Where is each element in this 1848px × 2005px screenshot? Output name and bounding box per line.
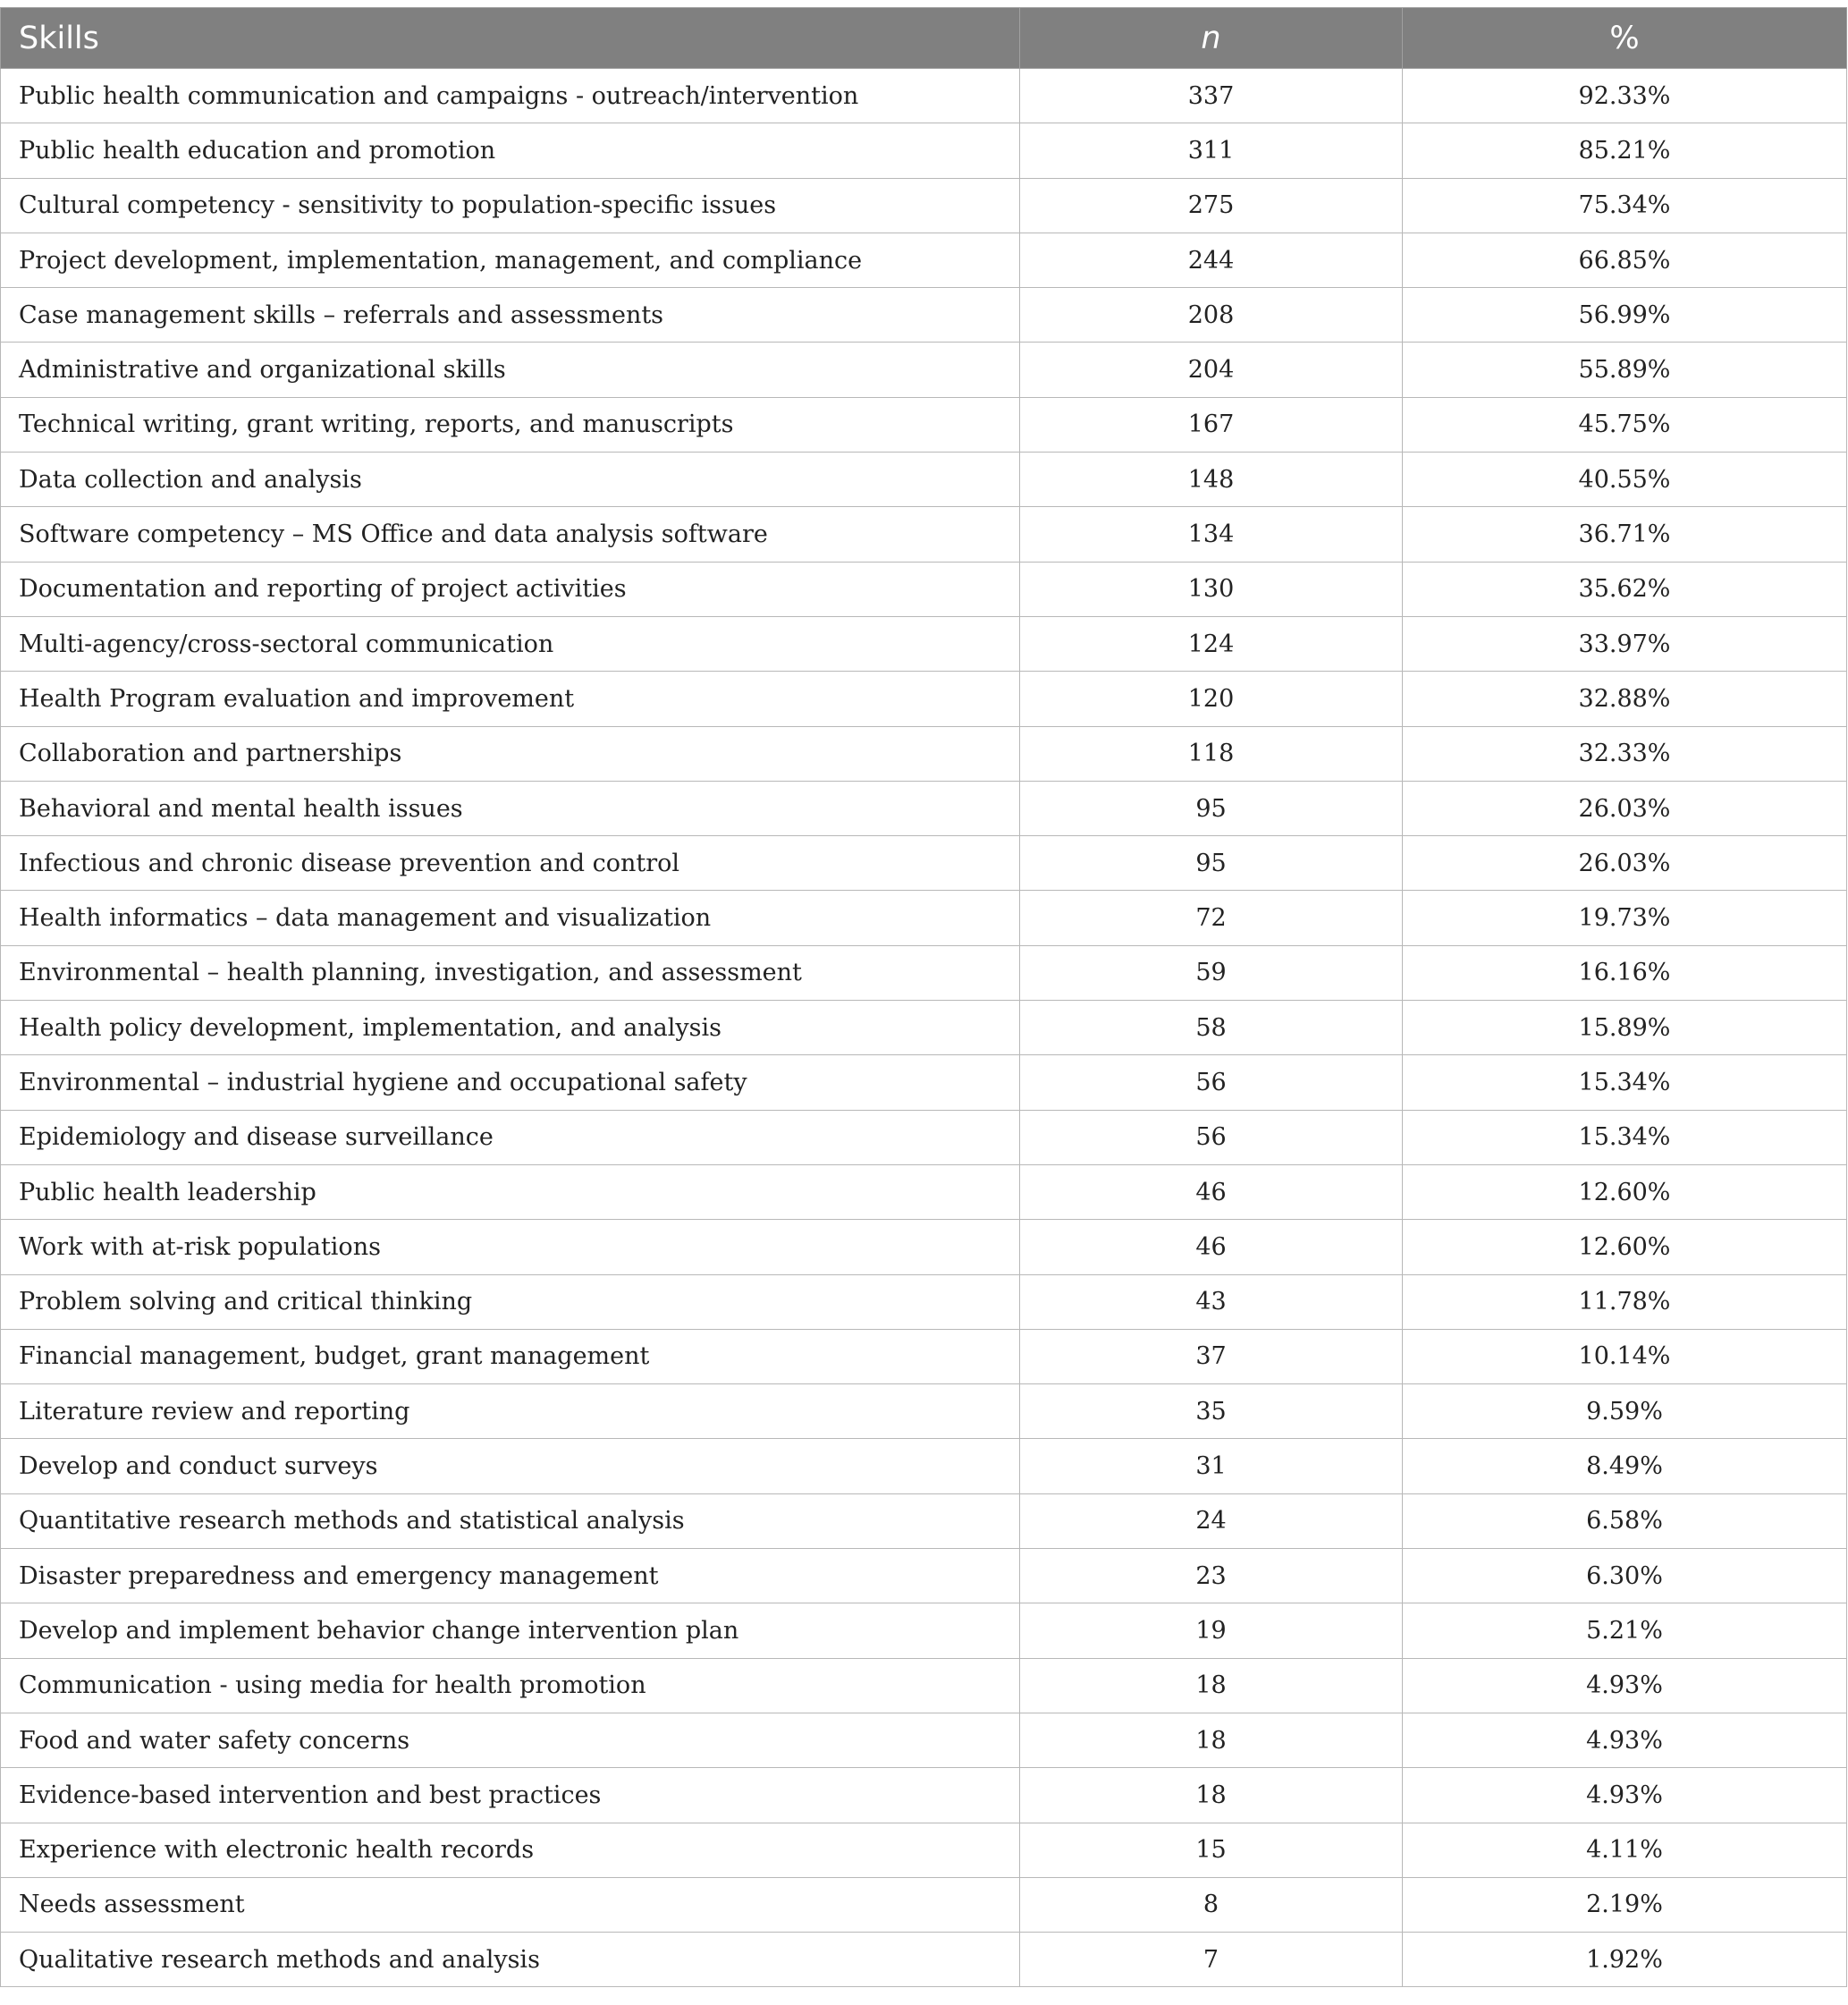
table-row bbox=[1, 1658, 1847, 1713]
column-header-percent: % bbox=[1403, 8, 1847, 69]
count-cell: 95 bbox=[1020, 781, 1403, 835]
table-row bbox=[1, 397, 1847, 452]
skill-cell: Experience with electronic health records bbox=[1, 1823, 1020, 1877]
skill-cell: Develop and conduct surveys bbox=[1, 1439, 1020, 1493]
table-row bbox=[1, 672, 1847, 726]
count-cell: 275 bbox=[1020, 178, 1403, 233]
count-cell: 167 bbox=[1020, 397, 1403, 452]
header-row bbox=[1, 8, 1847, 69]
percent-cell: 12.60% bbox=[1403, 1220, 1847, 1274]
skill-cell: Financial management, budget, grant management bbox=[1, 1329, 1020, 1383]
count-cell: 337 bbox=[1020, 69, 1403, 123]
skill-cell: Epidemiology and disease surveillance bbox=[1, 1110, 1020, 1164]
count-cell: 148 bbox=[1020, 453, 1403, 507]
table-row bbox=[1, 616, 1847, 671]
table-row bbox=[1, 945, 1847, 1000]
count-cell: 46 bbox=[1020, 1164, 1403, 1219]
skill-cell: Administrative and organizational skills bbox=[1, 343, 1020, 397]
count-cell: 24 bbox=[1020, 1493, 1403, 1548]
percent-cell: 12.60% bbox=[1403, 1164, 1847, 1219]
count-cell: 58 bbox=[1020, 1001, 1403, 1055]
percent-cell: 4.93% bbox=[1403, 1713, 1847, 1767]
table-row bbox=[1, 836, 1847, 891]
percent-cell: 19.73% bbox=[1403, 891, 1847, 945]
skill-cell: Case management skills – referrals and assessments bbox=[1, 288, 1020, 343]
table-row bbox=[1, 1877, 1847, 1932]
skill-cell: Quantitative research methods and statistical analysis bbox=[1, 1493, 1020, 1548]
count-cell: 204 bbox=[1020, 343, 1403, 397]
count-cell: 18 bbox=[1020, 1658, 1403, 1713]
skill-cell: Infectious and chronic disease prevention and control bbox=[1, 836, 1020, 891]
count-cell: 15 bbox=[1020, 1823, 1403, 1877]
count-cell: 311 bbox=[1020, 123, 1403, 178]
percent-cell: 55.89% bbox=[1403, 343, 1847, 397]
skill-cell: Software competency – MS Office and data analysis software bbox=[1, 507, 1020, 562]
count-cell: 208 bbox=[1020, 288, 1403, 343]
percent-cell: 16.16% bbox=[1403, 945, 1847, 1000]
skill-cell: Work with at-risk populations bbox=[1, 1220, 1020, 1274]
percent-cell: 40.55% bbox=[1403, 453, 1847, 507]
percent-cell: 36.71% bbox=[1403, 507, 1847, 562]
count-cell: 18 bbox=[1020, 1713, 1403, 1767]
skills-table-container bbox=[0, 7, 1846, 1987]
percent-cell: 10.14% bbox=[1403, 1329, 1847, 1383]
percent-cell: 6.58% bbox=[1403, 1493, 1847, 1548]
skill-cell: Project development, implementation, management, and compliance bbox=[1, 233, 1020, 287]
count-cell: 56 bbox=[1020, 1055, 1403, 1110]
percent-cell: 4.11% bbox=[1403, 1823, 1847, 1877]
skills-table bbox=[0, 7, 1847, 1987]
percent-cell: 15.89% bbox=[1403, 1001, 1847, 1055]
count-cell: 31 bbox=[1020, 1439, 1403, 1493]
count-cell: 72 bbox=[1020, 891, 1403, 945]
count-cell: 124 bbox=[1020, 616, 1403, 671]
percent-cell: 2.19% bbox=[1403, 1877, 1847, 1932]
table-row bbox=[1, 343, 1847, 397]
skill-cell: Environmental – industrial hygiene and occupational safety bbox=[1, 1055, 1020, 1110]
percent-cell: 32.33% bbox=[1403, 726, 1847, 781]
count-cell: 8 bbox=[1020, 1877, 1403, 1932]
count-cell: 244 bbox=[1020, 233, 1403, 287]
percent-cell: 4.93% bbox=[1403, 1658, 1847, 1713]
count-cell: 7 bbox=[1020, 1933, 1403, 1987]
table-row bbox=[1, 781, 1847, 835]
skill-cell: Health Program evaluation and improvement bbox=[1, 672, 1020, 726]
table-row bbox=[1, 1933, 1847, 1987]
table-row bbox=[1, 1493, 1847, 1548]
skill-cell: Technical writing, grant writing, reports, and manuscripts bbox=[1, 397, 1020, 452]
table-row bbox=[1, 1823, 1847, 1877]
skill-cell: Environmental – health planning, investigation, and assessment bbox=[1, 945, 1020, 1000]
skill-cell: Documentation and reporting of project activities bbox=[1, 562, 1020, 616]
count-cell: 46 bbox=[1020, 1220, 1403, 1274]
count-cell: 118 bbox=[1020, 726, 1403, 781]
table-row bbox=[1, 1439, 1847, 1493]
table-row bbox=[1, 726, 1847, 781]
count-cell: 120 bbox=[1020, 672, 1403, 726]
percent-cell: 26.03% bbox=[1403, 781, 1847, 835]
percent-cell: 33.97% bbox=[1403, 616, 1847, 671]
skill-cell: Health policy development, implementation, and analysis bbox=[1, 1001, 1020, 1055]
percent-cell: 15.34% bbox=[1403, 1110, 1847, 1164]
skill-cell: Food and water safety concerns bbox=[1, 1713, 1020, 1767]
table-row bbox=[1, 1549, 1847, 1603]
table-row bbox=[1, 1110, 1847, 1164]
skill-cell: Communication - using media for health promotion bbox=[1, 1658, 1020, 1713]
skill-cell: Public health communication and campaigns - outreach/intervention bbox=[1, 69, 1020, 123]
table-row bbox=[1, 1768, 1847, 1823]
count-cell: 59 bbox=[1020, 945, 1403, 1000]
skill-cell: Multi-agency/cross-sectoral communication bbox=[1, 616, 1020, 671]
skill-cell: Evidence-based intervention and best practices bbox=[1, 1768, 1020, 1823]
count-cell: 23 bbox=[1020, 1549, 1403, 1603]
table-row bbox=[1, 1603, 1847, 1658]
percent-cell: 15.34% bbox=[1403, 1055, 1847, 1110]
table-row bbox=[1, 288, 1847, 343]
table-body bbox=[1, 69, 1847, 1987]
table-row bbox=[1, 178, 1847, 233]
percent-cell: 9.59% bbox=[1403, 1384, 1847, 1439]
count-cell: 19 bbox=[1020, 1603, 1403, 1658]
table-row bbox=[1, 233, 1847, 287]
table-row bbox=[1, 507, 1847, 562]
percent-cell: 11.78% bbox=[1403, 1274, 1847, 1329]
table-row bbox=[1, 562, 1847, 616]
skill-cell: Behavioral and mental health issues bbox=[1, 781, 1020, 835]
skill-cell: Literature review and reporting bbox=[1, 1384, 1020, 1439]
percent-cell: 66.85% bbox=[1403, 233, 1847, 287]
table-header bbox=[1, 8, 1847, 69]
percent-cell: 85.21% bbox=[1403, 123, 1847, 178]
percent-cell: 56.99% bbox=[1403, 288, 1847, 343]
table-row bbox=[1, 1713, 1847, 1767]
table-row bbox=[1, 123, 1847, 178]
skill-cell: Cultural competency - sensitivity to population-specific issues bbox=[1, 178, 1020, 233]
table-row bbox=[1, 1274, 1847, 1329]
count-cell: 43 bbox=[1020, 1274, 1403, 1329]
count-cell: 130 bbox=[1020, 562, 1403, 616]
count-cell: 37 bbox=[1020, 1329, 1403, 1383]
table-row bbox=[1, 1164, 1847, 1219]
skill-cell: Develop and implement behavior change intervention plan bbox=[1, 1603, 1020, 1658]
table-row bbox=[1, 1055, 1847, 1110]
skill-cell: Data collection and analysis bbox=[1, 453, 1020, 507]
skill-cell: Collaboration and partnerships bbox=[1, 726, 1020, 781]
percent-cell: 32.88% bbox=[1403, 672, 1847, 726]
table-row bbox=[1, 453, 1847, 507]
count-cell: 56 bbox=[1020, 1110, 1403, 1164]
percent-cell: 1.92% bbox=[1403, 1933, 1847, 1987]
count-cell: 18 bbox=[1020, 1768, 1403, 1823]
skill-cell: Public health leadership bbox=[1, 1164, 1020, 1219]
skill-cell: Public health education and promotion bbox=[1, 123, 1020, 178]
percent-cell: 35.62% bbox=[1403, 562, 1847, 616]
column-header-skills: Skills bbox=[1, 8, 1020, 69]
count-cell: 134 bbox=[1020, 507, 1403, 562]
table-row bbox=[1, 69, 1847, 123]
percent-cell: 26.03% bbox=[1403, 836, 1847, 891]
table-row bbox=[1, 1220, 1847, 1274]
skill-cell: Needs assessment bbox=[1, 1877, 1020, 1932]
skill-cell: Qualitative research methods and analysis bbox=[1, 1933, 1020, 1987]
percent-cell: 45.75% bbox=[1403, 397, 1847, 452]
table-row bbox=[1, 1329, 1847, 1383]
percent-cell: 4.93% bbox=[1403, 1768, 1847, 1823]
count-cell: 95 bbox=[1020, 836, 1403, 891]
table-row bbox=[1, 1384, 1847, 1439]
skill-cell: Disaster preparedness and emergency management bbox=[1, 1549, 1020, 1603]
percent-cell: 5.21% bbox=[1403, 1603, 1847, 1658]
count-cell: 35 bbox=[1020, 1384, 1403, 1439]
table-row bbox=[1, 891, 1847, 945]
column-header-n: n bbox=[1020, 8, 1403, 69]
percent-cell: 75.34% bbox=[1403, 178, 1847, 233]
skill-cell: Health informatics – data management and visualization bbox=[1, 891, 1020, 945]
skill-cell: Problem solving and critical thinking bbox=[1, 1274, 1020, 1329]
table-row bbox=[1, 1001, 1847, 1055]
percent-cell: 6.30% bbox=[1403, 1549, 1847, 1603]
percent-cell: 92.33% bbox=[1403, 69, 1847, 123]
percent-cell: 8.49% bbox=[1403, 1439, 1847, 1493]
